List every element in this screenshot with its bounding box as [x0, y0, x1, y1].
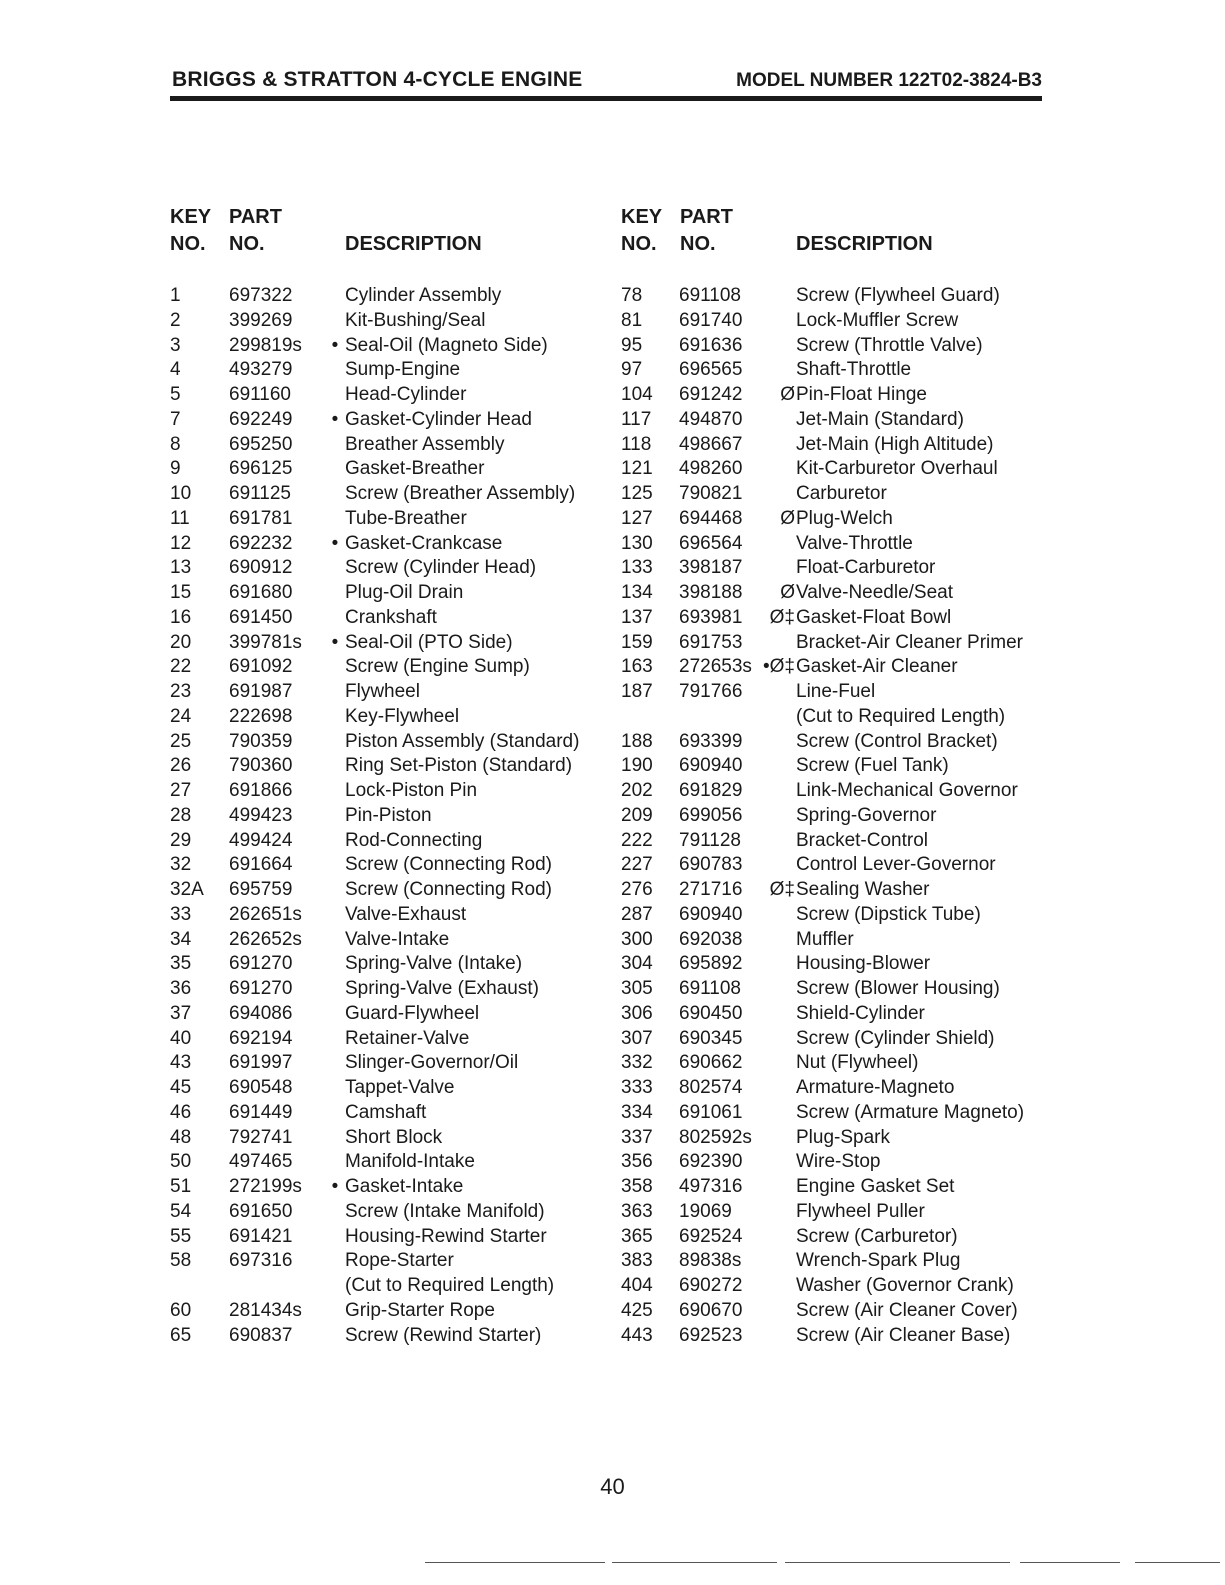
key-number: 65 — [170, 1324, 192, 1346]
part-description: Plug-Oil Drain — [345, 582, 464, 603]
part-number: 691125 — [229, 483, 291, 504]
part-number: 272653s — [679, 656, 752, 678]
part-number: 691997 — [229, 1052, 293, 1074]
part-description: Ring Set-Piston (Standard) — [345, 755, 573, 777]
part-number: 697316 — [229, 1250, 293, 1272]
part-mark: Ø‡ — [769, 606, 795, 628]
part-mark: Ø‡ — [769, 879, 795, 900]
key-number: 22 — [170, 656, 192, 678]
part-description: Engine Gasket Set — [796, 1176, 955, 1197]
part-description: Screw (Armature Magneto) — [796, 1101, 1025, 1123]
part-description: Gasket-Air Cleaner — [796, 656, 958, 678]
part-description: Gasket-Intake — [345, 1176, 464, 1197]
key-number: 127 — [621, 507, 653, 529]
key-number: 33 — [170, 903, 192, 925]
key-number: 23 — [170, 681, 192, 702]
key-number: 28 — [170, 804, 192, 826]
part-number: 790359 — [229, 730, 293, 752]
key-number: 222 — [621, 829, 653, 851]
part-number: 691061 — [679, 1101, 743, 1123]
part-description: Spring-Valve (Exhaust) — [345, 978, 539, 999]
key-number: 12 — [170, 532, 192, 554]
part-number: 792741 — [229, 1126, 293, 1148]
part-number: 790821 — [679, 483, 743, 504]
key-number: 276 — [621, 879, 653, 900]
part-description: Crankshaft — [345, 606, 437, 628]
part-number: 222698 — [229, 705, 293, 727]
part-number: 691866 — [229, 780, 293, 801]
part-header: PART — [229, 206, 282, 228]
key-number: 55 — [170, 1225, 192, 1247]
part-number: 89838s — [679, 1250, 742, 1272]
part-number: 691449 — [229, 1101, 293, 1123]
part-number: 690912 — [229, 557, 293, 579]
key-number: 45 — [170, 1077, 192, 1098]
key-number: 227 — [621, 854, 653, 876]
part-description: Head-Cylinder — [345, 384, 467, 405]
part-number: 691108 — [679, 285, 741, 306]
part-description: Gasket-Cylinder Head — [345, 408, 532, 430]
part-number: 399269 — [229, 309, 293, 331]
key-number: 36 — [170, 978, 192, 999]
part-description: Link-Mechanical Governor — [796, 780, 1018, 801]
key-number: 121 — [621, 458, 653, 480]
key-number: 118 — [621, 433, 652, 455]
part-description: Camshaft — [345, 1101, 427, 1123]
key-number: 133 — [621, 557, 653, 579]
part-number: 692524 — [679, 1225, 743, 1247]
key-number: 209 — [621, 804, 653, 826]
part-mark: •Ø‡ — [763, 656, 795, 678]
key-number: 34 — [170, 928, 192, 950]
part-description: (Cut to Required Length) — [796, 705, 1006, 727]
key-number: 16 — [170, 606, 192, 628]
key-number: 365 — [621, 1225, 653, 1247]
part-description: Wire-Stop — [796, 1151, 881, 1173]
part-description: Jet-Main (Standard) — [796, 408, 964, 430]
part-description: Rope-Starter — [345, 1250, 454, 1272]
part-number: 691092 — [229, 656, 293, 678]
key-number: 190 — [621, 755, 653, 777]
part-number: 497465 — [229, 1151, 293, 1173]
key-number: 40 — [170, 1027, 192, 1049]
part-number: 692038 — [679, 928, 743, 950]
key-number: 333 — [621, 1077, 653, 1098]
key-no-header: NO. — [170, 233, 206, 255]
key-number: 43 — [170, 1052, 192, 1074]
part-description: Flywheel — [345, 681, 420, 702]
key-number: 35 — [170, 953, 192, 975]
model-number: MODEL NUMBER 122T02-3824-B3 — [736, 70, 1042, 91]
key-number: 305 — [621, 978, 653, 999]
part-number: 691270 — [229, 953, 293, 975]
part-number: 791766 — [679, 681, 743, 702]
key-number: 78 — [621, 285, 643, 306]
part-description: Screw (Cylinder Head) — [345, 557, 537, 579]
key-number: 134 — [621, 582, 653, 603]
key-number: 46 — [170, 1101, 192, 1123]
part-description: Carburetor — [796, 483, 887, 504]
part-mark: Ø — [780, 507, 795, 529]
part-number: 693981 — [679, 606, 743, 628]
part-no-header: NO. — [680, 233, 716, 255]
key-number: 334 — [621, 1101, 653, 1123]
part-description: Screw (Dipstick Tube) — [796, 903, 981, 925]
key-number: 51 — [170, 1176, 192, 1197]
key-number: 32 — [170, 854, 192, 876]
part-description: Float-Carburetor — [796, 557, 936, 579]
header-rule — [170, 96, 1042, 101]
part-number: 690940 — [679, 755, 743, 777]
key-number: 159 — [621, 631, 653, 653]
part-description: Screw (Engine Sump) — [345, 656, 530, 678]
part-description: Retainer-Valve — [345, 1027, 470, 1049]
part-number: 692390 — [679, 1151, 743, 1173]
key-number: 2 — [170, 309, 181, 331]
part-number: 498667 — [679, 433, 743, 455]
part-description: Plug-Spark — [796, 1126, 890, 1148]
part-description: Manifold-Intake — [345, 1151, 475, 1173]
part-description: Key-Flywheel — [345, 705, 460, 727]
key-number: 188 — [621, 730, 653, 752]
part-number: 691740 — [679, 309, 743, 331]
part-number: 398187 — [679, 557, 743, 579]
part-number: 499423 — [229, 804, 293, 826]
key-number: 363 — [621, 1200, 653, 1222]
key-number: 104 — [621, 384, 653, 405]
key-header: KEY — [621, 206, 663, 228]
part-mark: • — [331, 631, 339, 653]
part-description: Gasket-Float Bowl — [796, 606, 952, 628]
key-number: 58 — [170, 1250, 192, 1272]
part-description: Spring-Governor — [796, 804, 937, 826]
part-number: 691753 — [679, 631, 743, 653]
part-description: Muffler — [796, 928, 854, 950]
part-description: Screw (Flywheel Guard) — [796, 285, 1000, 306]
part-number: 398188 — [679, 582, 743, 603]
part-mark: • — [331, 334, 339, 356]
part-number: 494870 — [679, 408, 743, 430]
part-description: Shield-Cylinder — [796, 1002, 925, 1024]
part-description: Screw (Connecting Rod) — [345, 879, 552, 900]
part-number: 802574 — [679, 1077, 743, 1098]
document-title: BRIGGS & STRATTON 4-CYCLE ENGINE — [172, 68, 583, 91]
part-number: 692194 — [229, 1027, 293, 1049]
key-number: 15 — [170, 582, 192, 603]
key-number: 383 — [621, 1250, 653, 1272]
part-description: Short Block — [345, 1126, 443, 1148]
part-description: Kit-Bushing/Seal — [345, 309, 486, 331]
part-description: Sump-Engine — [345, 359, 461, 381]
part-number: 699056 — [679, 804, 743, 826]
part-description: Housing-Rewind Starter — [345, 1225, 547, 1247]
part-number: 691270 — [229, 978, 293, 999]
key-number: 10 — [170, 483, 192, 504]
key-number: 332 — [621, 1052, 653, 1074]
part-number: 697322 — [229, 285, 293, 306]
part-description: Screw (Cylinder Shield) — [796, 1027, 995, 1049]
part-number: 690272 — [679, 1275, 743, 1296]
key-number: 163 — [621, 656, 653, 678]
part-description: Screw (Throttle Valve) — [796, 334, 983, 356]
part-description: Gasket-Breather — [345, 458, 485, 480]
part-description: Tube-Breather — [345, 507, 467, 529]
key-number: 25 — [170, 730, 192, 752]
description-header: DESCRIPTION — [345, 233, 482, 255]
part-description: Seal-Oil (PTO Side) — [345, 631, 513, 653]
page-number: 40 — [600, 1474, 625, 1499]
part-number: 690940 — [679, 903, 743, 925]
part-description: (Cut to Required Length) — [345, 1275, 555, 1296]
part-number: 691781 — [229, 507, 293, 529]
scan-artifact-line — [0, 1560, 1225, 1564]
part-description: Breather Assembly — [345, 433, 505, 455]
part-description: Wrench-Spark Plug — [796, 1250, 961, 1272]
part-mark: • — [331, 408, 339, 430]
key-number: 1 — [170, 285, 181, 306]
part-number: 695759 — [229, 879, 293, 900]
key-no-header: NO. — [621, 233, 657, 255]
key-number: 11 — [170, 507, 190, 529]
key-number: 13 — [170, 557, 192, 579]
part-description: Cylinder Assembly — [345, 285, 502, 306]
part-number: 691108 — [679, 978, 741, 999]
part-number: 691160 — [229, 384, 291, 405]
key-number: 26 — [170, 755, 192, 777]
part-number: 693399 — [679, 730, 743, 752]
part-description: Jet-Main (High Altitude) — [796, 433, 994, 455]
part-description: Valve-Throttle — [796, 532, 913, 554]
part-description: Housing-Blower — [796, 953, 931, 975]
part-number: 691829 — [679, 780, 743, 801]
part-mark: Ø — [780, 582, 795, 603]
key-number: 425 — [621, 1299, 653, 1321]
part-no-header: NO. — [229, 233, 265, 255]
part-description: Flywheel Puller — [796, 1200, 925, 1222]
part-number: 497316 — [679, 1176, 743, 1197]
key-number: 304 — [621, 953, 653, 975]
part-description: Screw (Control Bracket) — [796, 730, 998, 752]
part-number: 695250 — [229, 433, 293, 455]
part-number: 691421 — [229, 1225, 293, 1247]
part-number: 498260 — [679, 458, 743, 480]
part-number: 493279 — [229, 359, 293, 381]
key-number: 137 — [621, 606, 653, 628]
key-header: KEY — [170, 206, 212, 228]
part-mark: • — [331, 1176, 339, 1197]
part-number: 690662 — [679, 1052, 743, 1074]
part-description: Screw (Blower Housing) — [796, 978, 1000, 999]
part-number: 399781s — [229, 631, 302, 653]
part-description: Rod-Connecting — [345, 829, 483, 851]
key-number: 97 — [621, 359, 643, 381]
key-number: 202 — [621, 780, 653, 801]
key-number: 8 — [170, 433, 181, 455]
part-number: 802592s — [679, 1126, 752, 1148]
part-number: 696565 — [679, 359, 743, 381]
part-number: 694468 — [679, 507, 743, 529]
part-description: Screw (Intake Manifold) — [345, 1200, 545, 1222]
part-number: 790360 — [229, 755, 293, 777]
part-number: 691242 — [679, 384, 743, 405]
part-description: Pin-Piston — [345, 804, 432, 826]
part-number: 281434s — [229, 1299, 302, 1321]
part-number: 690837 — [229, 1324, 293, 1346]
part-number: 692249 — [229, 408, 293, 430]
part-description: Armature-Magneto — [796, 1077, 955, 1098]
key-number: 48 — [170, 1126, 192, 1148]
part-number: 262651s — [229, 903, 302, 925]
part-number: 19069 — [679, 1200, 732, 1222]
part-description: Tappet-Valve — [345, 1077, 455, 1098]
part-description: Lock-Muffler Screw — [796, 309, 959, 331]
part-number: 791128 — [679, 829, 741, 851]
part-description: Line-Fuel — [796, 681, 876, 702]
description-header: DESCRIPTION — [796, 233, 933, 255]
part-description: Sealing Washer — [796, 879, 930, 900]
key-number: 37 — [170, 1002, 192, 1024]
part-number: 691636 — [679, 334, 743, 356]
part-number: 272199s — [229, 1176, 302, 1197]
key-number: 130 — [621, 532, 653, 554]
key-number: 32A — [170, 879, 204, 900]
key-number: 307 — [621, 1027, 653, 1049]
part-description: Screw (Carburetor) — [796, 1225, 958, 1247]
part-header: PART — [680, 206, 733, 228]
part-number: 299819s — [229, 334, 302, 356]
key-number: 358 — [621, 1176, 653, 1197]
part-number: 692523 — [679, 1324, 743, 1346]
part-description: Pin-Float Hinge — [796, 384, 927, 405]
part-number: 691680 — [229, 582, 293, 603]
part-description: Seal-Oil (Magneto Side) — [345, 334, 548, 356]
key-number: 356 — [621, 1151, 653, 1173]
part-number: 271716 — [679, 879, 743, 900]
key-number: 404 — [621, 1275, 653, 1296]
key-number: 9 — [170, 458, 181, 480]
part-description: Bracket-Air Cleaner Primer — [796, 631, 1023, 653]
key-number: 95 — [621, 334, 643, 356]
part-description: Piston Assembly (Standard) — [345, 730, 580, 752]
part-description: Control Lever-Governor — [796, 854, 996, 876]
key-number: 60 — [170, 1299, 192, 1321]
part-number: 692232 — [229, 532, 293, 554]
key-number: 117 — [621, 408, 652, 430]
part-number: 696125 — [229, 458, 293, 480]
key-number: 300 — [621, 928, 653, 950]
part-number: 690548 — [229, 1077, 293, 1098]
part-description: Slinger-Governor/Oil — [345, 1052, 519, 1074]
key-number: 20 — [170, 631, 192, 653]
key-number: 24 — [170, 705, 192, 727]
part-description: Screw (Air Cleaner Cover) — [796, 1299, 1018, 1321]
part-number: 690345 — [679, 1027, 743, 1049]
part-description: Lock-Piston Pin — [345, 780, 478, 801]
key-number: 81 — [621, 309, 643, 331]
key-number: 187 — [621, 681, 653, 702]
part-description: Guard-Flywheel — [345, 1002, 480, 1024]
part-number: 499424 — [229, 829, 293, 851]
part-description: Screw (Fuel Tank) — [796, 755, 949, 777]
key-number: 306 — [621, 1002, 653, 1024]
part-number: 690450 — [679, 1002, 743, 1024]
key-number: 7 — [170, 408, 181, 430]
key-number: 3 — [170, 334, 181, 356]
part-number: 695892 — [679, 953, 743, 975]
part-number: 691987 — [229, 681, 293, 702]
part-description: Screw (Breather Assembly) — [345, 483, 576, 504]
part-description: Nut (Flywheel) — [796, 1052, 919, 1074]
key-number: 29 — [170, 829, 192, 851]
part-description: Valve-Exhaust — [345, 903, 467, 925]
part-description: Screw (Air Cleaner Base) — [796, 1324, 1011, 1346]
part-mark: • — [331, 532, 339, 554]
part-description: Gasket-Crankcase — [345, 532, 503, 554]
part-number: 691650 — [229, 1200, 293, 1222]
part-mark: Ø — [780, 384, 795, 405]
part-description: Washer (Governor Crank) — [796, 1275, 1014, 1296]
part-number: 691664 — [229, 854, 293, 876]
part-description: Valve-Intake — [345, 928, 450, 950]
part-description: Screw (Rewind Starter) — [345, 1324, 542, 1346]
key-number: 287 — [621, 903, 653, 925]
key-number: 443 — [621, 1324, 653, 1346]
part-description: Kit-Carburetor Overhaul — [796, 458, 998, 480]
key-number: 54 — [170, 1200, 192, 1222]
part-description: Valve-Needle/Seat — [796, 582, 954, 603]
key-number: 50 — [170, 1151, 192, 1173]
key-number: 4 — [170, 359, 181, 381]
part-number: 262652s — [229, 928, 302, 950]
part-number: 690670 — [679, 1299, 743, 1321]
part-description: Shaft-Throttle — [796, 359, 912, 381]
part-description: Screw (Connecting Rod) — [345, 854, 552, 876]
part-description: Plug-Welch — [796, 507, 893, 529]
part-description: Spring-Valve (Intake) — [345, 953, 523, 975]
part-description: Bracket-Control — [796, 829, 928, 851]
part-number: 690783 — [679, 854, 743, 876]
key-number: 27 — [170, 780, 192, 801]
key-number: 125 — [621, 483, 653, 504]
part-number: 694086 — [229, 1002, 293, 1024]
part-number: 691450 — [229, 606, 293, 628]
part-description: Grip-Starter Rope — [345, 1299, 495, 1321]
part-number: 696564 — [679, 532, 743, 554]
key-number: 337 — [621, 1126, 653, 1148]
key-number: 5 — [170, 384, 181, 405]
